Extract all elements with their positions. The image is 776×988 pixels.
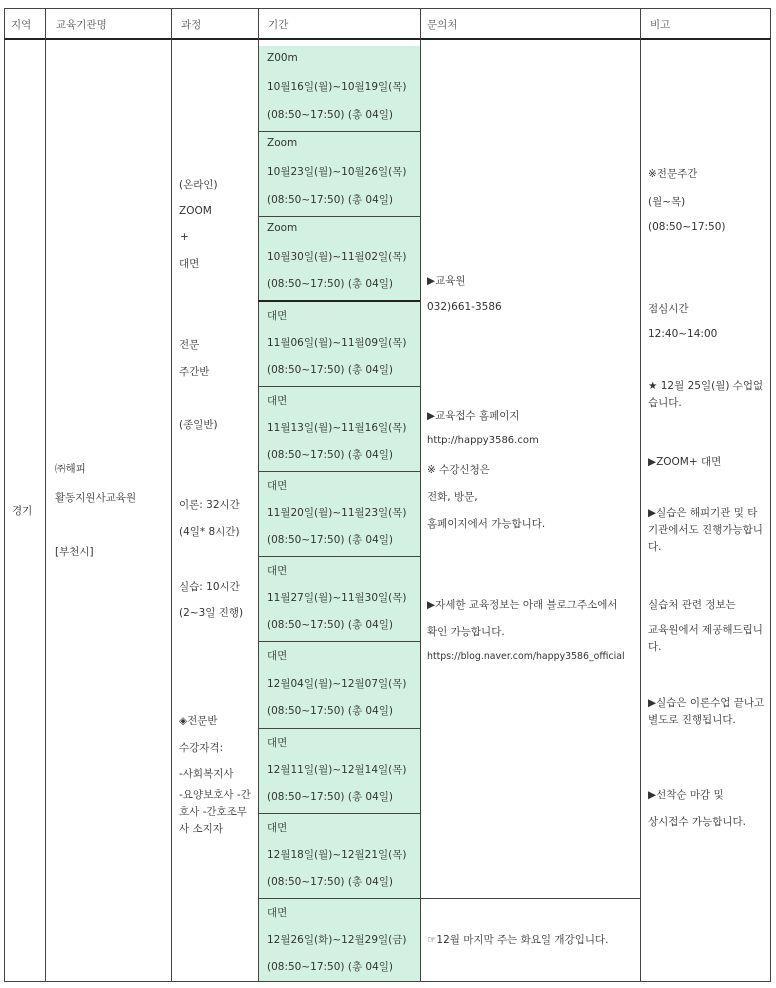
institution-location: [부천시] [55, 546, 94, 558]
row-divider [258, 728, 420, 729]
period-type: Zoom [267, 137, 298, 149]
contact-blog-url[interactable]: https://blog.naver.com/happy3586_official [427, 651, 625, 662]
note-7: ▶ZOOM+ 대면 [648, 456, 722, 468]
row-divider [258, 216, 420, 217]
row-divider [258, 131, 420, 132]
note-8: ▶실습은 해피기관 및 타기관에서도 진행가능합니다. [648, 507, 763, 553]
period-time: (08:50~17:50) (총 04일) [267, 619, 394, 631]
course-theory: 이론: 32시간 [179, 499, 240, 511]
period-time: (08:50~17:50) (총 04일) [267, 534, 394, 546]
period-type: Z00m [267, 52, 298, 64]
period-time: (08:50~17:50) (총 04일) [267, 278, 394, 290]
contact-last-note: ☞12월 마지막 주는 화요일 개강입니다. [427, 934, 609, 946]
header-course: 과정 [181, 19, 202, 31]
period-type: 대면 [267, 310, 288, 322]
period-time: (08:50~17:50) (총 04일) [267, 449, 394, 461]
period-time: (08:50~17:50) (총 04일) [267, 705, 394, 717]
contact-blog-label: ▶자세한 교육정보는 아래 블로그주소에서 [427, 599, 618, 611]
period-dates: 11월20일(월)~11월23일(목) [267, 507, 407, 519]
note-3: (08:50~17:50) [648, 221, 726, 233]
institution-name-1: ㈜해피 [55, 463, 86, 475]
note-9: 실습처 관련 정보는 [648, 599, 736, 611]
period-type: 대면 [267, 565, 288, 577]
period-type: 대면 [267, 737, 288, 749]
period-time: (08:50~17:50) (총 04일) [267, 961, 394, 973]
period-time: (08:50~17:50) (총 04일) [267, 194, 394, 206]
row-divider [258, 471, 420, 472]
note-5: 12:40~14:00 [648, 328, 718, 340]
period-dates: 11월13일(월)~11월16일(목) [267, 422, 407, 434]
period-dates: 10월16일(월)~10월19일(목) [267, 81, 407, 93]
period-time: (08:50~17:50) (총 04일) [267, 109, 394, 121]
table-header-row [4, 8, 771, 38]
contact-edu-label: ▶교육원 [427, 275, 466, 287]
institution-name-2: 활동지원사교육원 [55, 492, 137, 504]
column-divider [45, 8, 46, 982]
note-10: 교육원에서 제공해드립니다. [648, 624, 763, 653]
region-cell: 경기 [12, 505, 33, 517]
course-theory-detail: (4일* 8시간) [179, 526, 240, 538]
period-type: 대면 [267, 480, 288, 492]
period-dates: 10월23일(월)~10월26일(목) [267, 166, 407, 178]
course-qualification-2: -요양보호사 -간호사 -간호조무사 소지자 [179, 789, 251, 835]
column-divider [420, 8, 421, 982]
course-qualification-1: -사회복지사 [179, 768, 234, 780]
note-1: ※전문주간 [648, 168, 698, 180]
period-dates: 10월30일(월)~11월02일(목) [267, 251, 407, 263]
contact-homepage-label: ▶교육접수 홈페이지 [427, 410, 520, 422]
period-type: 대면 [267, 395, 288, 407]
note-12: ▶선착순 마감 및 [648, 789, 724, 801]
contact-apply-homepage: 홈페이지에서 가능합니다. [427, 518, 546, 530]
period-type: 대면 [267, 907, 288, 919]
contact-blog-label-2: 확인 가능합니다. [427, 626, 505, 638]
period-dates: 12월18일(월)~12월21일(목) [267, 849, 407, 861]
course-practice-detail: (2~3일 진행) [179, 607, 244, 619]
column-divider [258, 8, 259, 982]
note-13: 상시접수 가능합니다. [648, 816, 746, 828]
header-period: 기간 [268, 19, 289, 31]
period-dates: 12월26일(화)~12월29일(금) [267, 934, 407, 946]
contact-apply-methods: 전화, 방문, [427, 491, 478, 503]
note-2: (월~목) [648, 196, 686, 208]
course-jeonmun: 전문 [179, 339, 200, 351]
course-offline: 대면 [179, 258, 200, 270]
period-dates: 11월27일(월)~11월30일(목) [267, 592, 407, 604]
course-zoom: ZOOM [179, 205, 212, 217]
column-divider [640, 8, 641, 982]
row-divider [258, 641, 420, 642]
period-dates: 11월06일(월)~11월09일(목) [267, 337, 407, 349]
header-region: 지역 [11, 19, 32, 31]
course-qualification: 수강자격: [179, 742, 224, 754]
period-time: (08:50~17:50) (총 04일) [267, 791, 394, 803]
header-notes: 비고 [650, 19, 671, 31]
row-divider [258, 300, 420, 302]
contact-apply-note: ※ 수강신청은 [427, 464, 490, 476]
row-divider [258, 813, 420, 814]
note-11: ▶실습은 이론수업 끝나고 별도로 진행됩니다. [648, 697, 765, 726]
column-divider [171, 8, 172, 982]
header-institution: 교육기관명 [56, 19, 107, 31]
period-dates: 12월11일(월)~12월14일(목) [267, 764, 407, 776]
period-type: Zoom [267, 222, 298, 234]
note-6: ★ 12월 25일(월) 수업없습니다. [648, 380, 764, 409]
contact-homepage-url[interactable]: http://happy3586.com [427, 435, 539, 446]
period-time: (08:50~17:50) (총 04일) [267, 876, 394, 888]
course-special: ◈전문반 [179, 715, 218, 727]
note-4: 점심시간 [648, 303, 689, 315]
contact-phone: 032)661-3586 [427, 301, 502, 313]
period-dates: 12월04일(월)~12월07일(목) [267, 678, 407, 690]
row-divider [258, 556, 420, 557]
course-practice: 실습: 10시간 [179, 581, 240, 593]
row-divider [258, 898, 640, 899]
period-type: 대면 [267, 650, 288, 662]
header-contact: 문의처 [427, 19, 458, 31]
course-online: (온라인) [179, 179, 218, 191]
course-allday: (종일반) [179, 419, 218, 431]
period-type: 대면 [267, 822, 288, 834]
course-plus: + [180, 231, 189, 243]
period-time: (08:50~17:50) (총 04일) [267, 364, 394, 376]
course-daytime: 주간반 [179, 366, 210, 378]
row-divider [258, 386, 420, 387]
